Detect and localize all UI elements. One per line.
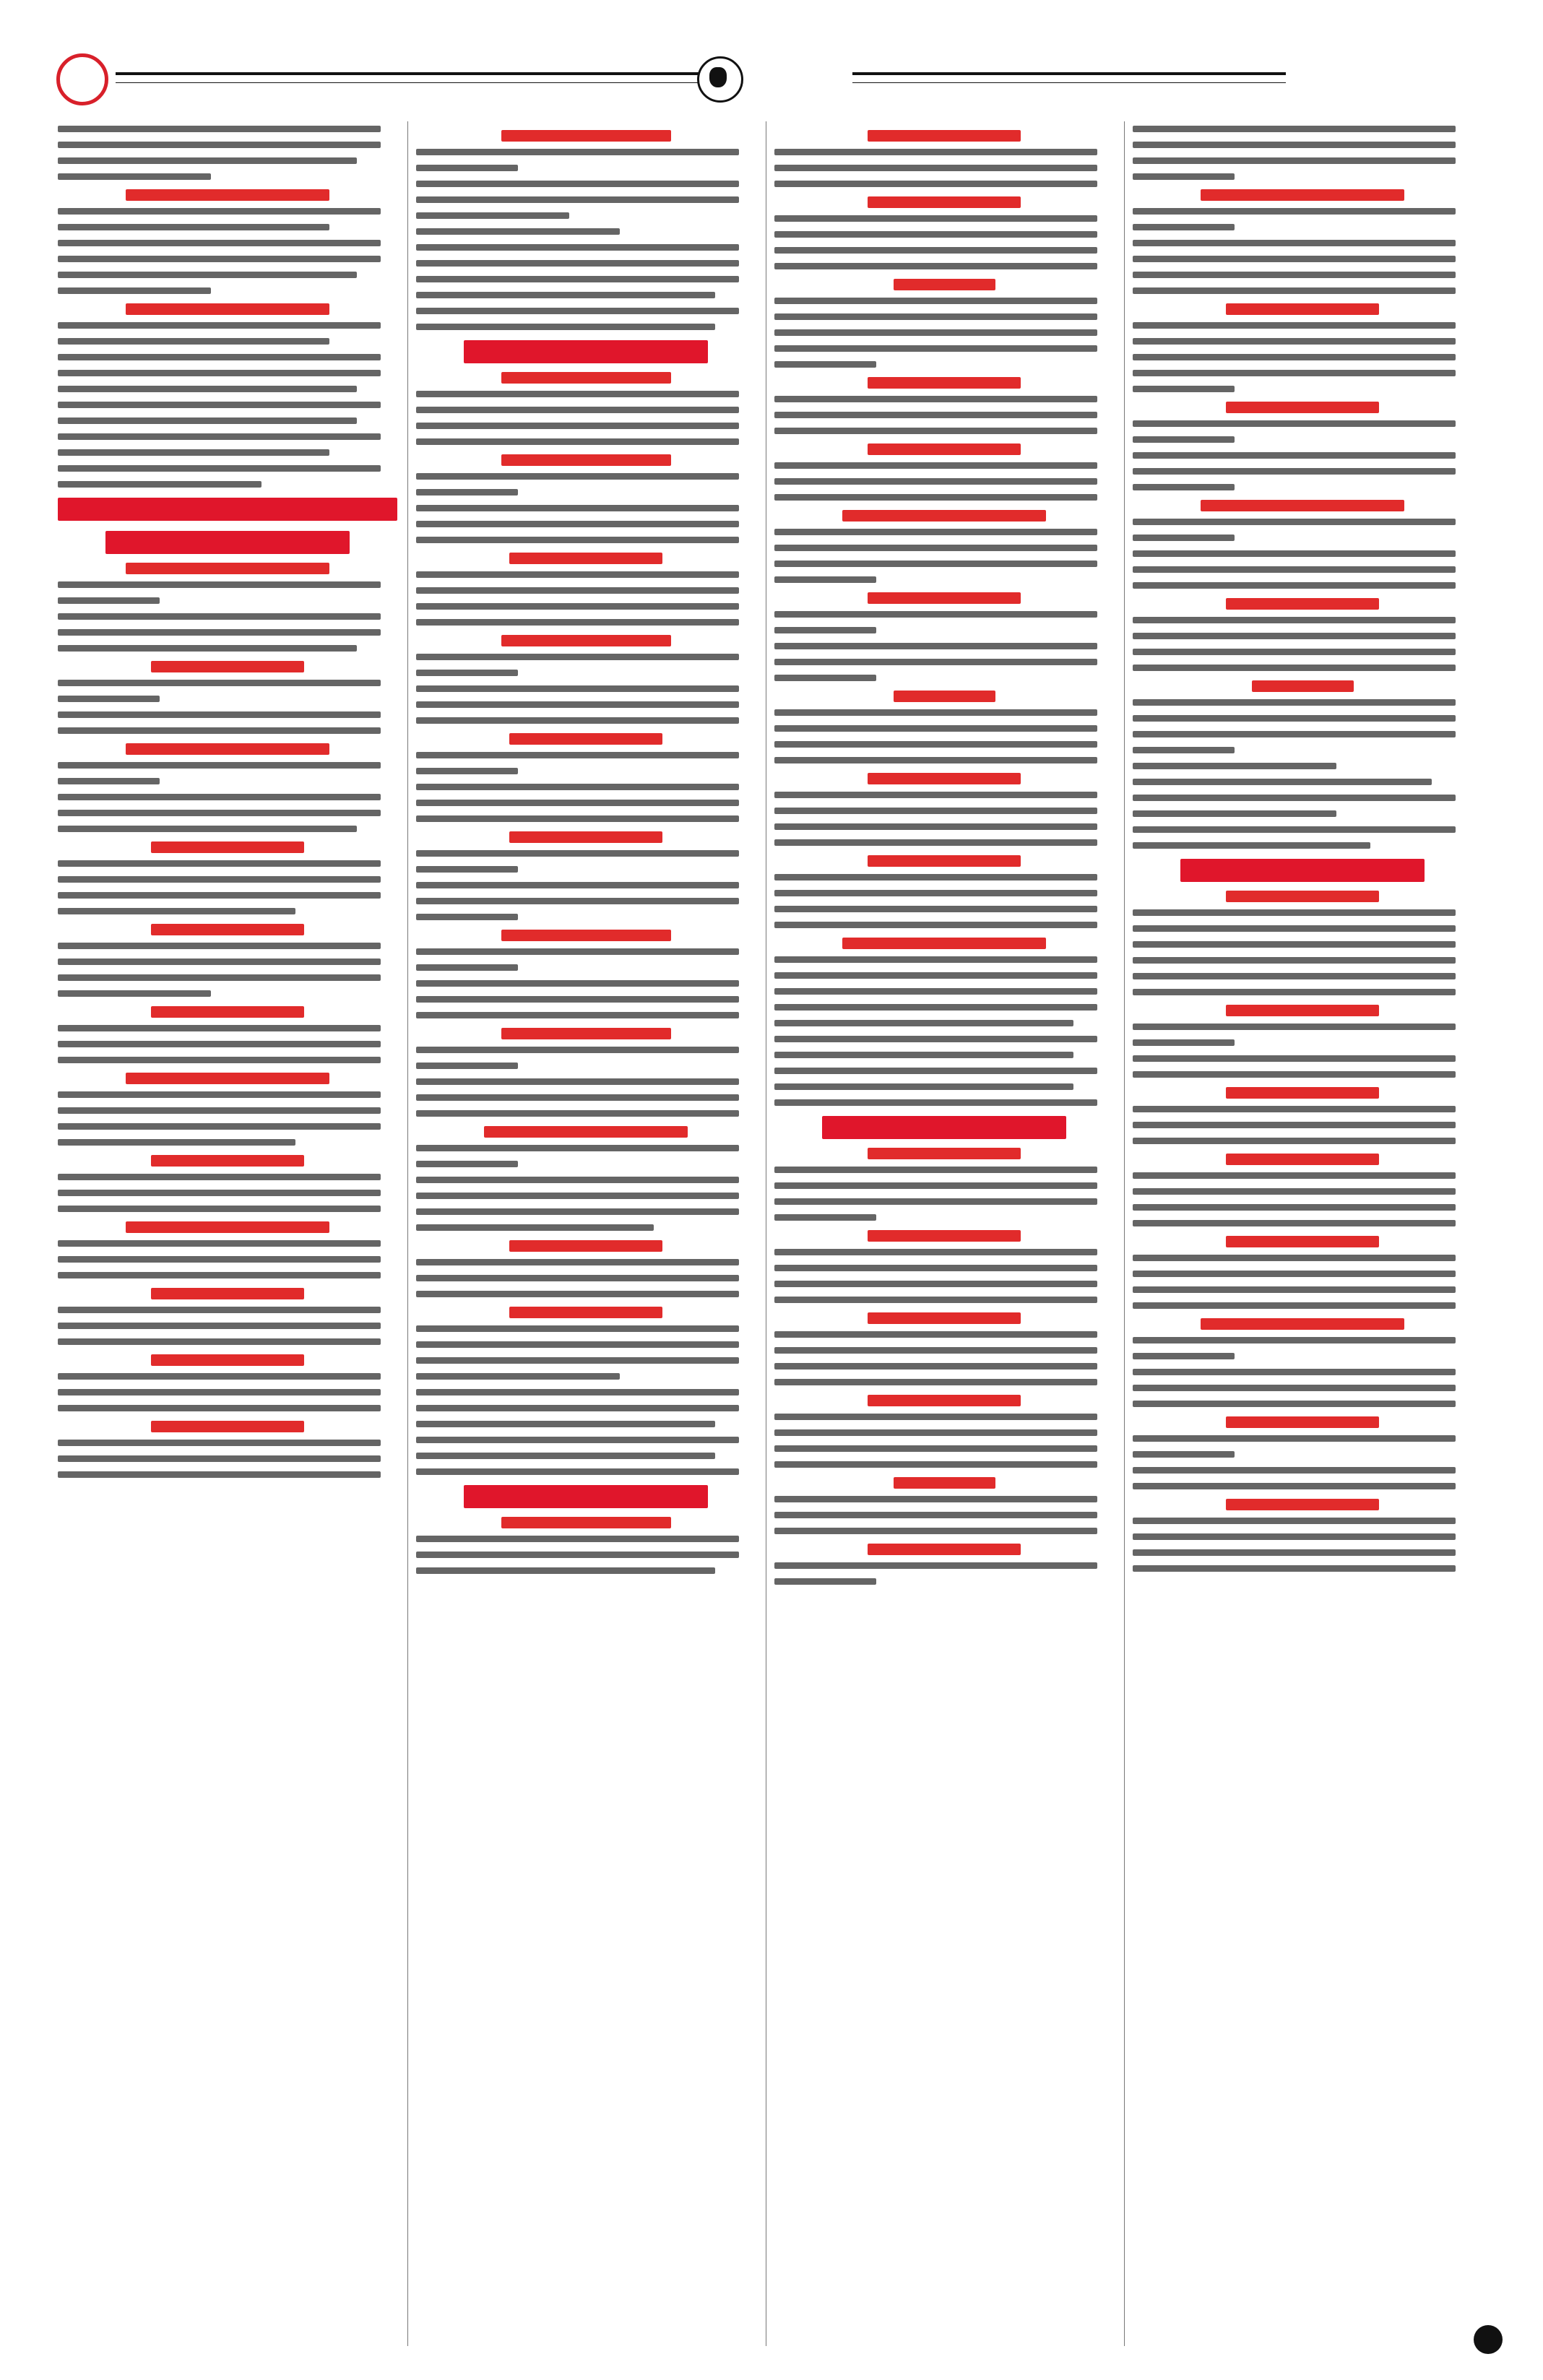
- section-heading: [501, 372, 671, 384]
- text-block: [774, 149, 1114, 187]
- section-heading: [1226, 303, 1379, 315]
- section-heading: [868, 1544, 1021, 1555]
- text-block: [58, 126, 397, 180]
- text-block: [774, 611, 1114, 681]
- section-heading: [1252, 680, 1354, 692]
- section-heading: [1226, 402, 1379, 413]
- text-block: [774, 1020, 1114, 1106]
- text-block: [1133, 1435, 1472, 1489]
- text-block: [1133, 1024, 1472, 1078]
- section-heading: [151, 661, 304, 672]
- section-heading: [509, 831, 662, 843]
- text-block: [1133, 208, 1472, 294]
- section-heading: [126, 1073, 329, 1084]
- text-block: [416, 1259, 756, 1297]
- section-heading: [1226, 1005, 1379, 1016]
- text-block: [1133, 1337, 1472, 1407]
- text-block: [58, 1440, 397, 1478]
- text-block: [416, 1389, 756, 1475]
- section-heading: [151, 841, 304, 853]
- section-heading: [126, 743, 329, 755]
- text-block: [58, 581, 397, 652]
- section-heading: [151, 1288, 304, 1299]
- section-banner: [105, 531, 350, 554]
- text-block: [1133, 420, 1472, 490]
- text-block: [58, 322, 397, 488]
- page-number-badge: [1474, 2325, 1503, 2354]
- section-heading: [126, 1221, 329, 1233]
- section-heading: [868, 855, 1021, 867]
- section-heading: [894, 279, 995, 290]
- section-heading: [509, 553, 662, 564]
- section-heading: [868, 443, 1021, 455]
- text-block: [58, 208, 397, 294]
- text-block: [1133, 617, 1472, 671]
- text-block: [416, 1536, 756, 1574]
- text-block: [774, 529, 1114, 583]
- text-block: [416, 473, 756, 543]
- text-block: [774, 1167, 1114, 1221]
- text-block: [774, 1496, 1114, 1534]
- text-block: [774, 1562, 1114, 1585]
- section-heading: [868, 592, 1021, 604]
- text-block: [774, 792, 1114, 846]
- section-heading: [509, 1240, 662, 1252]
- column-2: [416, 121, 756, 2346]
- section-heading: [501, 130, 671, 142]
- section-heading: [126, 563, 329, 574]
- section-heading: [868, 1148, 1021, 1159]
- text-block: [416, 1325, 756, 1380]
- section-heading: [868, 377, 1021, 389]
- text-block: [774, 298, 1114, 368]
- text-block: [774, 956, 1114, 1011]
- text-block: [58, 762, 397, 832]
- section-heading: [894, 1477, 995, 1489]
- section-heading: [126, 189, 329, 201]
- section-heading: [1201, 1318, 1404, 1330]
- section-banner: [464, 1485, 708, 1508]
- section-heading: [501, 930, 671, 941]
- column-4: [1133, 121, 1472, 2346]
- section-heading: [1226, 1154, 1379, 1165]
- text-block: [58, 1091, 397, 1146]
- text-block: [1133, 1518, 1472, 1572]
- text-block: [416, 1145, 756, 1231]
- masthead: [43, 51, 1503, 108]
- section-heading: [509, 1307, 662, 1318]
- emblem-icon: [697, 56, 743, 103]
- section-banner: [1180, 859, 1425, 882]
- text-block: [1133, 1172, 1472, 1226]
- text-block: [774, 1331, 1114, 1385]
- column-divider: [1124, 121, 1125, 2346]
- text-block: [1133, 519, 1472, 589]
- section-heading: [1226, 598, 1379, 610]
- text-block: [416, 571, 756, 626]
- text-block: [416, 1047, 756, 1117]
- text-block: [58, 943, 397, 997]
- header-rule-left: [116, 72, 708, 75]
- text-block: [1133, 1255, 1472, 1309]
- text-block: [774, 709, 1114, 763]
- section-heading: [842, 938, 1046, 949]
- text-block: [58, 680, 397, 734]
- section-heading: [868, 196, 1021, 208]
- section-heading: [868, 1312, 1021, 1324]
- section-heading: [868, 1230, 1021, 1242]
- section-heading: [484, 1126, 688, 1138]
- text-block: [774, 1414, 1114, 1468]
- section-heading: [1226, 1087, 1379, 1099]
- section-heading: [126, 303, 329, 315]
- text-block: [416, 149, 756, 330]
- text-block: [58, 1373, 397, 1411]
- section-heading: [501, 635, 671, 646]
- section-heading: [509, 733, 662, 745]
- header-rule-right: [852, 72, 1286, 75]
- text-block: [58, 1307, 397, 1345]
- text-block: [58, 1174, 397, 1212]
- section-banner: [822, 1116, 1066, 1139]
- section-heading: [151, 1006, 304, 1018]
- text-block: [774, 396, 1114, 434]
- column-3: [774, 121, 1114, 2346]
- text-block: [416, 948, 756, 1018]
- column-1: [58, 121, 397, 2346]
- section-heading: [501, 1028, 671, 1039]
- section-heading: [868, 773, 1021, 784]
- text-block: [774, 874, 1114, 928]
- section-heading: [842, 510, 1046, 522]
- text-block: [1133, 322, 1472, 392]
- text-block: [58, 860, 397, 914]
- section-heading: [868, 1395, 1021, 1406]
- text-block: [416, 391, 756, 445]
- section-heading: [1201, 189, 1404, 201]
- text-block: [1133, 126, 1472, 180]
- text-block: [58, 1025, 397, 1063]
- text-block: [1133, 763, 1472, 849]
- section-heading: [501, 454, 671, 466]
- text-block: [774, 1249, 1114, 1303]
- section-heading: [1201, 500, 1404, 511]
- section-heading: [1226, 1236, 1379, 1247]
- section-heading: [151, 1421, 304, 1432]
- header-rule-right-thin: [852, 82, 1286, 83]
- section-heading: [501, 1517, 671, 1528]
- section-heading: [1226, 1416, 1379, 1428]
- text-block: [416, 850, 756, 920]
- section-heading: [1226, 891, 1379, 902]
- text-block: [774, 215, 1114, 269]
- section-heading: [151, 924, 304, 935]
- text-block: [774, 462, 1114, 501]
- text-block: [1133, 1106, 1472, 1144]
- text-block: [416, 752, 756, 822]
- logo: [56, 53, 108, 105]
- section-heading: [894, 691, 995, 702]
- column-divider: [407, 121, 408, 2346]
- section-heading: [151, 1155, 304, 1167]
- section-banner: [58, 498, 397, 521]
- section-heading: [151, 1354, 304, 1366]
- text-block: [416, 654, 756, 724]
- article-columns: [58, 121, 1474, 2346]
- section-heading: [1226, 1499, 1379, 1510]
- header-rule-left-thin: [116, 82, 708, 83]
- section-heading: [868, 130, 1021, 142]
- section-banner: [464, 340, 708, 363]
- text-block: [1133, 909, 1472, 995]
- text-block: [58, 1240, 397, 1278]
- text-block: [1133, 699, 1472, 753]
